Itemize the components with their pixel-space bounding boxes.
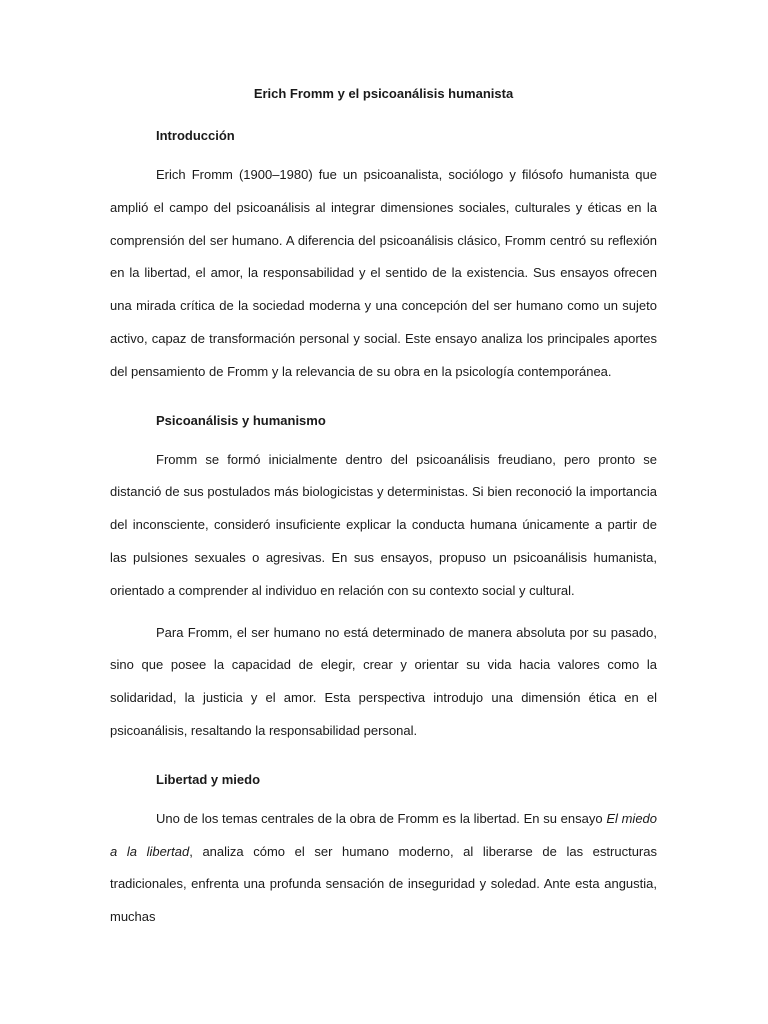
document-title: Erich Fromm y el psicoanálisis humanista bbox=[253, 86, 514, 101]
paragraph bbox=[110, 803, 657, 934]
book-title-italic: El miedo a la libertad bbox=[110, 810, 658, 859]
document-body bbox=[110, 84, 657, 934]
paragraph-text: , analiza cómo el ser humano moderno, al liberarse de las estructuras tradicionales, enfrenta una profunda sensación de inseguridad y soledad. Ante esta angustia, muchas bbox=[110, 843, 657, 925]
section-heading-introduccion: Introducción bbox=[156, 128, 235, 143]
section-heading-psicoanalisis: Psicoanálisis y humanismo bbox=[156, 412, 326, 428]
paragraph: Fromm se formó inicialmente dentro del psicoanálisis freudiano, pero pronto se distanció de sus postulados más biologicistas y deterministas. Si bien reconoció la importancia del inconsciente, consideró insuficiente explicar la conducta humana únicamente a partir de las pulsiones sexuales o agresivas. En sus ensayos, propuso un psicoanálisis humanista, orientado a comprender al individuo en relación con su contexto social y cultural. bbox=[110, 451, 657, 598]
section-heading-libertad: Libertad y miedo bbox=[156, 771, 261, 787]
paragraph-text: Uno de los temas centrales de la obra de Fromm es la libertad. En su ensayo bbox=[156, 810, 607, 826]
paragraph: Para Fromm, el ser humano no está determinado de manera absoluta por su pasado, sino que posee la capacidad de elegir, crear y orientar su vida hacia valores como la solidaridad, la justicia y el amor. Esta perspectiva introdujo una dimensión ética en el psicoanálisis, resaltando la responsabilidad personal. bbox=[110, 624, 657, 738]
paragraph: Erich Fromm (1900–1980) fue un psicoanalista, sociólogo y filósofo humanista que amplió el campo del psicoanálisis al integrar dimensiones sociales, culturales y éticas en la comprensión del ser humano. A diferencia del psicoanálisis clásico, Fromm centró su reflexión en la libertad, el amor, la responsabilidad y el sentido de la existencia. Sus ensayos ofrecen una mirada crítica de la sociedad moderna y una concepción del ser humano como un sujeto activo, capaz de transformación personal y social. Este ensayo analiza los principales aportes del pensamiento de Fromm y la relevancia de su obra en la psicología contemporánea. bbox=[110, 167, 657, 379]
